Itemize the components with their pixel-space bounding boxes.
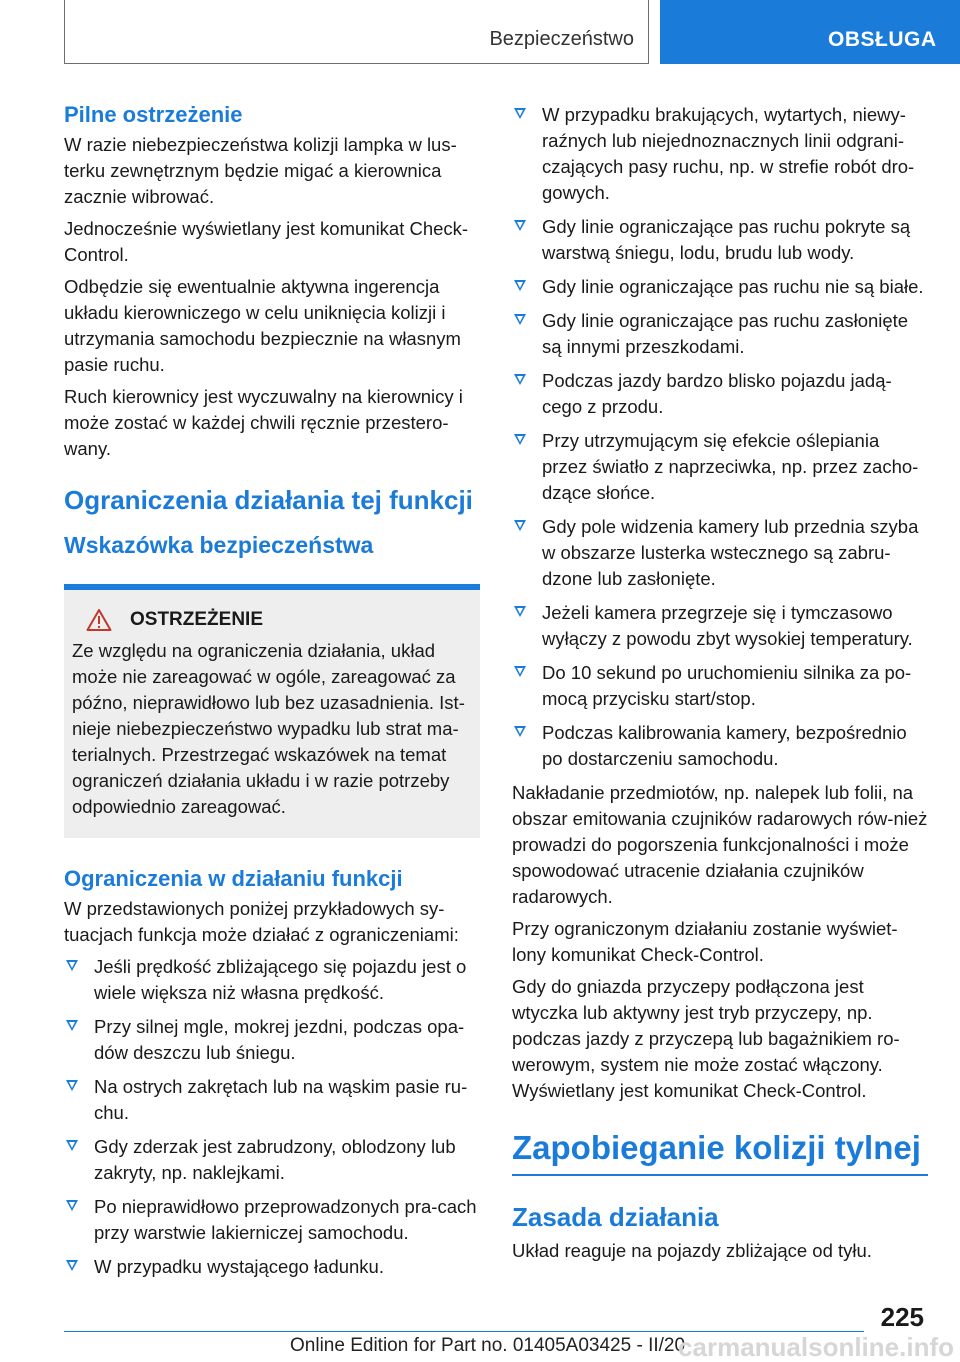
tab-obsluga[interactable] (660, 0, 960, 64)
list-item: Jeżeli kamera przegrzeje się i tymczasowo wyłączy z powodu zbyt wysokiej temperatury. (512, 600, 928, 652)
triangle-bullet-icon (514, 314, 526, 325)
header-box (64, 0, 649, 64)
triangle-bullet-icon (66, 960, 78, 971)
left-column (64, 100, 480, 1288)
triangle-bullet-icon (514, 280, 526, 291)
heading-ograniczenia: Ograniczenia działania tej funkcji (64, 485, 473, 515)
heading-pilne: Pilne ostrzeżenie (64, 102, 243, 127)
list-item: Do 10 sekund po uruchomieniu silnika za po-mocą przycisku start/stop. (512, 660, 928, 712)
heading-ograniczenia-w-dzialaniu: Ograniczenia w działaniu funkcji (64, 866, 403, 891)
heading-zasada: Zasada działania (512, 1202, 719, 1232)
triangle-bullet-icon (514, 108, 526, 119)
triangle-bullet-icon (514, 220, 526, 231)
list-item: Przy silnej mgle, mokrej jezdni, podczas opa-dów deszczu lub śniegu. (64, 1014, 480, 1066)
footer-edition: Online Edition for Part no. 01405A03425 - II/20 (290, 1335, 686, 1356)
paragraph: Przy ograniczonym działaniu zostanie wyświet-lony komunikat Check-Control. (512, 918, 898, 965)
list-item: Gdy zderzak jest zabrudzony, oblodzony lub zakryty, np. naklejkami. (64, 1134, 480, 1186)
warning-text: Ze względu na ograniczenia działania, układ może nie zareagować w ogóle, zareagować za późno, nieprawidłowo lub bez uzasadnienia. Ist-nieje niebezpieczeństwo wypadku lub strat ma-terialnych. Przestrzegać wskazówek na temat ograniczeń działania układu i w razie potrzeby odpowiednio zareagować. (72, 640, 465, 817)
list-item: Po nieprawidłowo przeprowadzonych pra-cach przy warstwie lakierniczej samochodu. (64, 1194, 480, 1246)
warning-triangle-icon (86, 608, 112, 632)
list-item: Podczas kalibrowania kamery, bezpośrednio po dostarczeniu samochodu. (512, 720, 928, 772)
intro-paragraph: W przedstawionych poniżej przykładowych sy-tuacjach funkcja może działać z ograniczeniami: (64, 898, 459, 945)
triangle-bullet-icon (66, 1200, 78, 1211)
triangle-bullet-icon (514, 666, 526, 677)
section-title: Bezpieczeństwo (489, 28, 634, 50)
triangle-bullet-icon (514, 434, 526, 445)
warning-title (72, 608, 472, 632)
triangle-bullet-icon (514, 606, 526, 617)
list-item: Gdy linie ograniczające pas ruchu zasłonięte są innymi przeszkodami. (512, 308, 928, 360)
triangle-bullet-icon (514, 374, 526, 385)
list-item: Podczas jazdy bardzo blisko pojazdu jadą-cego z przodu. (512, 368, 928, 420)
list-item: Gdy linie ograniczające pas ruchu pokryte są warstwą śniegu, lodu, brudu lub wody. (512, 214, 928, 266)
paragraph: Układ reaguje na pojazdy zbliżające od tyłu. (512, 1240, 872, 1261)
limitation-list-continued (512, 102, 928, 772)
heading-zapobieganie: Zapobieganie kolizji tylnej (512, 1128, 928, 1176)
list-item: W przypadku brakujących, wytartych, niewy-raźnych lub niejednoznacznych linii odgrani-czających pasy ruchu, np. w strefie robót dro-gowych. (512, 102, 928, 206)
triangle-bullet-icon (66, 1140, 78, 1151)
limitation-list (64, 954, 480, 1280)
paragraph: Ruch kierownicy jest wyczuwalny na kierownicy i może zostać w każdej chwili ręcznie przestero-wany. (64, 386, 463, 459)
paragraph: Odbędzie się ewentualnie aktywna ingerencja układu kierowniczego w celu uniknięcia kolizji i utrzymania samochodu bezpiecznie na własnym pasie ruchu. (64, 276, 461, 375)
triangle-bullet-icon (514, 726, 526, 737)
list-item: Gdy linie ograniczające pas ruchu nie są białe. (512, 274, 928, 300)
paragraph: W razie niebezpieczeństwa kolizji lampka w lus-terku zewnętrznym będzie migać a kierownica zacznie wibrować. (64, 134, 457, 207)
paragraph: Jednocześnie wyświetlany jest komunikat Check-Control. (64, 218, 469, 265)
right-column (512, 102, 928, 1270)
triangle-bullet-icon (66, 1020, 78, 1031)
watermark: carmanualsonline.info (678, 1332, 954, 1362)
heading-wskazowka: Wskazówka bezpieczeństwa (64, 532, 374, 558)
page-number: 225 (880, 1302, 924, 1332)
triangle-bullet-icon (66, 1080, 78, 1091)
list-item: Przy utrzymującym się efekcie oślepiania przez światło z naprzeciwka, np. przez zacho-dzące słońce. (512, 428, 928, 506)
list-item: Na ostrych zakrętach lub na wąskim pasie ru-chu. (64, 1074, 480, 1126)
triangle-bullet-icon (66, 1260, 78, 1271)
tab-label: OBSŁUGA (828, 28, 937, 51)
list-item: Jeśli prędkość zbliżającego się pojazdu jest o wiele większa niż własna prędkość. (64, 954, 480, 1006)
list-item: Gdy pole widzenia kamery lub przednia szyba w obszarze lusterka wstecznego są zabru-dzone lub zasłonięte. (512, 514, 928, 592)
warning-box (64, 584, 480, 838)
list-item: W przypadku wystającego ładunku. (64, 1254, 480, 1280)
paragraph: Gdy do gniazda przyczepy podłączona jest wtyczka lub aktywny jest tryb przyczepy, np. podczas jazdy z przyczepą lub bagażnikiem ro-werowym, system nie może zostać włączony. Wyświetlany jest komunikat Check-Control. (512, 976, 900, 1101)
warning-title-text: OSTRZEŻENIE (130, 609, 264, 630)
triangle-bullet-icon (514, 520, 526, 531)
paragraph: Nakładanie przedmiotów, np. nalepek lub folii, na obszar emitowania czujników radarowych rów-nież prowadzi do pogorszenia funkcjonalności i może spowodować utracenie działania czujników radarowych. (512, 782, 928, 907)
